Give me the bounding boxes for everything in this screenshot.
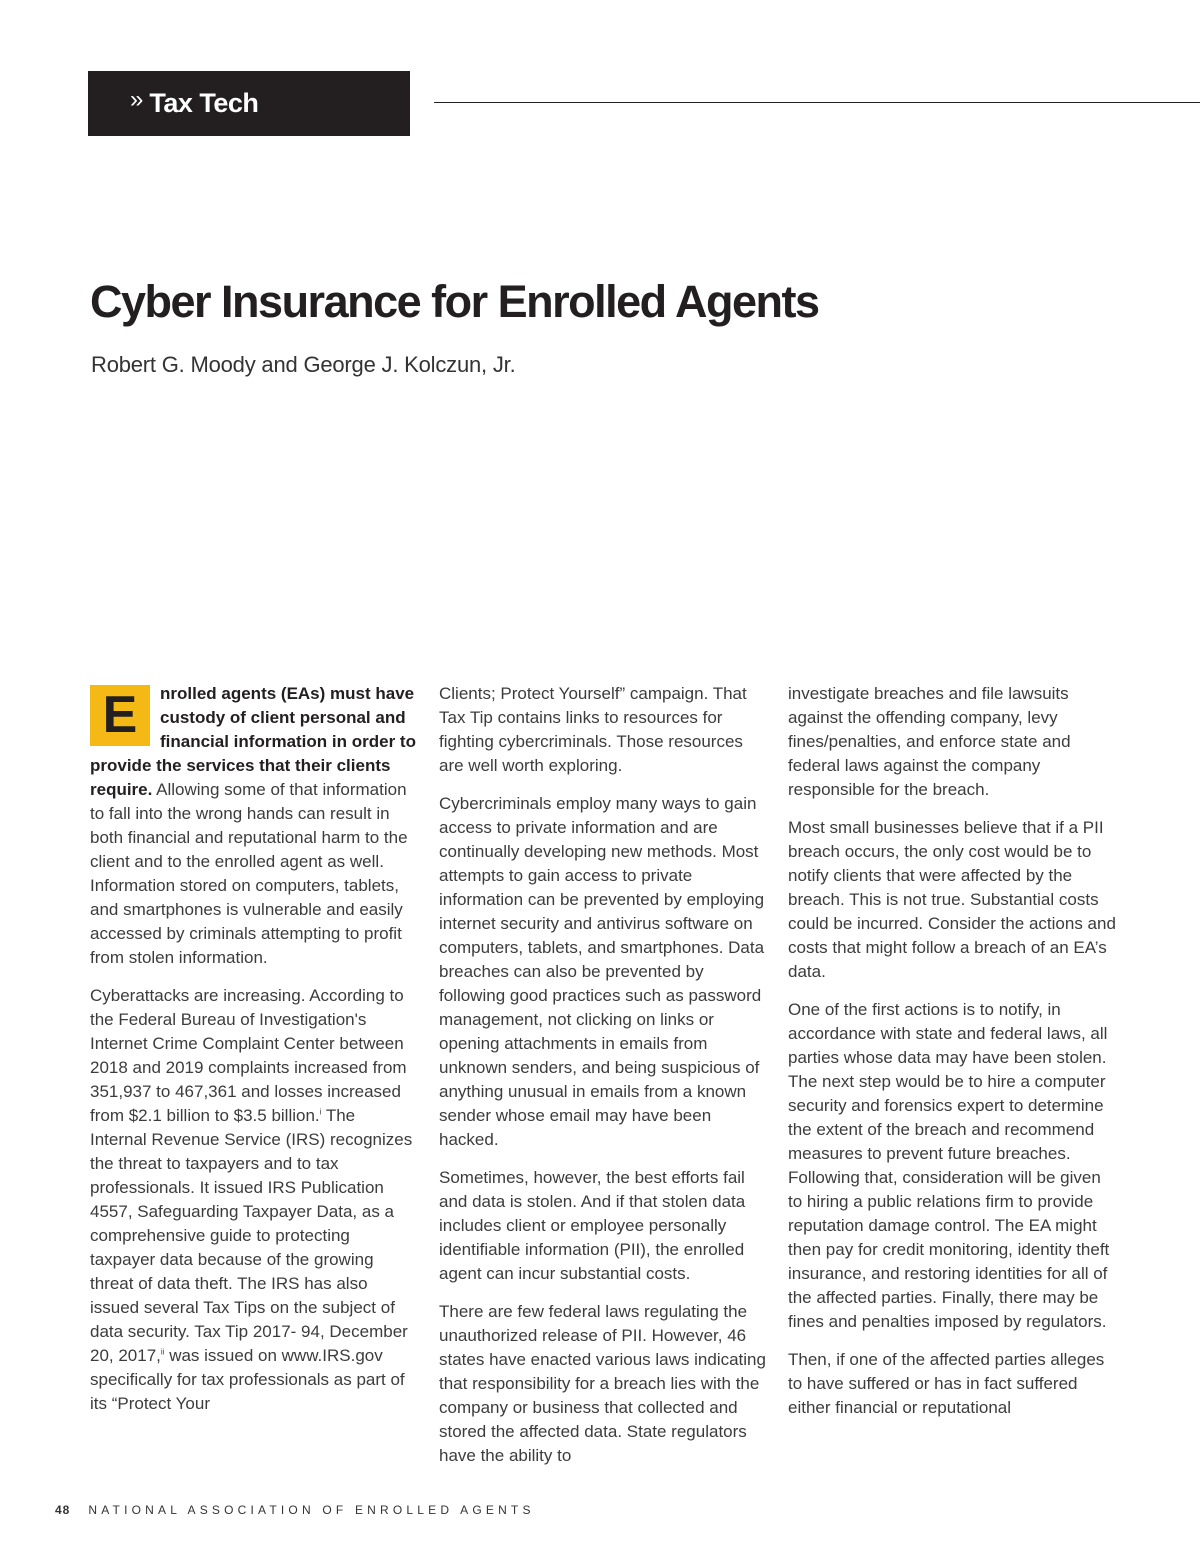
paragraph-4: Cybercriminals employ many ways to gain access to private information and are continually developing new methods. Most attempts to gain access to private information can be prevented by employing internet security and antivirus software on computers, tablets, and smartphones. Data breaches can also be prevented by following good practices such as password management, not clicking on links or opening attachments in emails from unknown senders, and being suspicious of anything unusual in emails from a known sender whose email may have been hacked. <box>439 794 765 1149</box>
page-footer <box>55 1503 535 1517</box>
paragraph-2-text-a: Cyberattacks are increasing. According to the Federal Bureau of Investigation's Internet Crime Complaint Center between 2018 and 2019 complaints increased from 351,937 to 467,361 and losses increased from $2.1 billion to $3.5 billion. <box>90 986 407 1125</box>
paragraph-9: One of the first actions is to notify, in accordance with state and federal laws, all parties whose data may have been stolen. The next step would be to hire a computer security and forensics expert to determine the extent of the breach and recommend measures to prevent future breaches. Following that, consideration will be given to hiring a public relations firm to provide reputation damage control. The EA might then pay for credit monitoring, identity theft insurance, and restoring identities for all of the affected parties. Finally, there may be fines and penalties imposed by regulators. <box>788 1000 1110 1331</box>
paragraph-8: Most small businesses believe that if a PII breach occurs, the only cost would be to notify clients that were affected by the breach. This is not true. Substantial costs could be incurred. Consider the actions and costs that might follow a breach of an EA’s data. <box>788 818 1116 981</box>
section-label: Tax Tech <box>149 88 259 118</box>
column-2 <box>439 682 769 1482</box>
chevron-double-right-icon: » <box>130 85 144 113</box>
paragraph-5: Sometimes, however, the best efforts fail and data is stolen. And if that stolen data includes client or employee personally identifiable information (PII), the enrolled agent can incur substantial costs. <box>439 1168 746 1283</box>
paragraph-7: investigate breaches and file lawsuits against the offending company, levy fines/penalties, and enforce state and federal laws against the company responsible for the breach. <box>788 684 1071 799</box>
article-title: Cyber Insurance for Enrolled Agents <box>90 276 819 327</box>
footnote-ref-i: i <box>319 1107 322 1117</box>
paragraph-2-text-b: The Internal Revenue Service (IRS) recognizes the threat to taxpayers and to tax professionals. It issued IRS Publication 4557, Safeguarding Taxpayer Data, as a comprehensive guide to protecting taxpayer data because of the growing threat of data theft. The IRS has also issued several Tax Tips on the subject of data security. Tax Tip 2017- 94, December 20, 2017, <box>90 1106 413 1365</box>
publication-name: NATIONAL ASSOCIATION OF ENROLLED AGENTS <box>88 1503 535 1517</box>
drop-cap: E <box>90 685 150 746</box>
page-number: 48 <box>55 1503 71 1517</box>
column-3 <box>788 682 1118 1434</box>
column-1 <box>90 682 416 1430</box>
paragraph-3: Clients; Protect Yourself” campaign. That Tax Tip contains links to resources for fighting cybercriminals. Those resources are well worth exploring. <box>439 684 747 775</box>
section-tab <box>88 71 410 136</box>
lead-in: nrolled agents (EAs) must have custody of client personal and financial information in order to provide the services that their clients require. <box>90 684 416 799</box>
article-authors: Robert G. Moody and George J. Kolczun, Jr. <box>91 352 516 377</box>
footnote-ref-ii: ii <box>160 1347 165 1357</box>
paragraph-2-text-c: was issued on www.IRS.gov specifically for tax professionals as part of its “Protect Your <box>90 1346 405 1413</box>
header-rule <box>434 102 1200 103</box>
paragraph-1-text: Allowing some of that information to fall into the wrong hands can result in both financial and reputational harm to the client and to the enrolled agent as well. Information stored on computers, tablets, and smartphones is vulnerable and easily accessed by criminals attempting to profit from stolen information. <box>90 780 408 967</box>
paragraph-2 <box>90 984 416 1416</box>
paragraph-1 <box>90 682 416 970</box>
paragraph-10: Then, if one of the affected parties alleges to have suffered or has in fact suffered either financial or reputational <box>788 1350 1105 1417</box>
paragraph-6: There are few federal laws regulating the unauthorized release of PII. However, 46 states have enacted various laws indicating that responsibility for a breach lies with the company or business that collected and stored the affected data. State regulators have the ability to <box>439 1302 766 1465</box>
